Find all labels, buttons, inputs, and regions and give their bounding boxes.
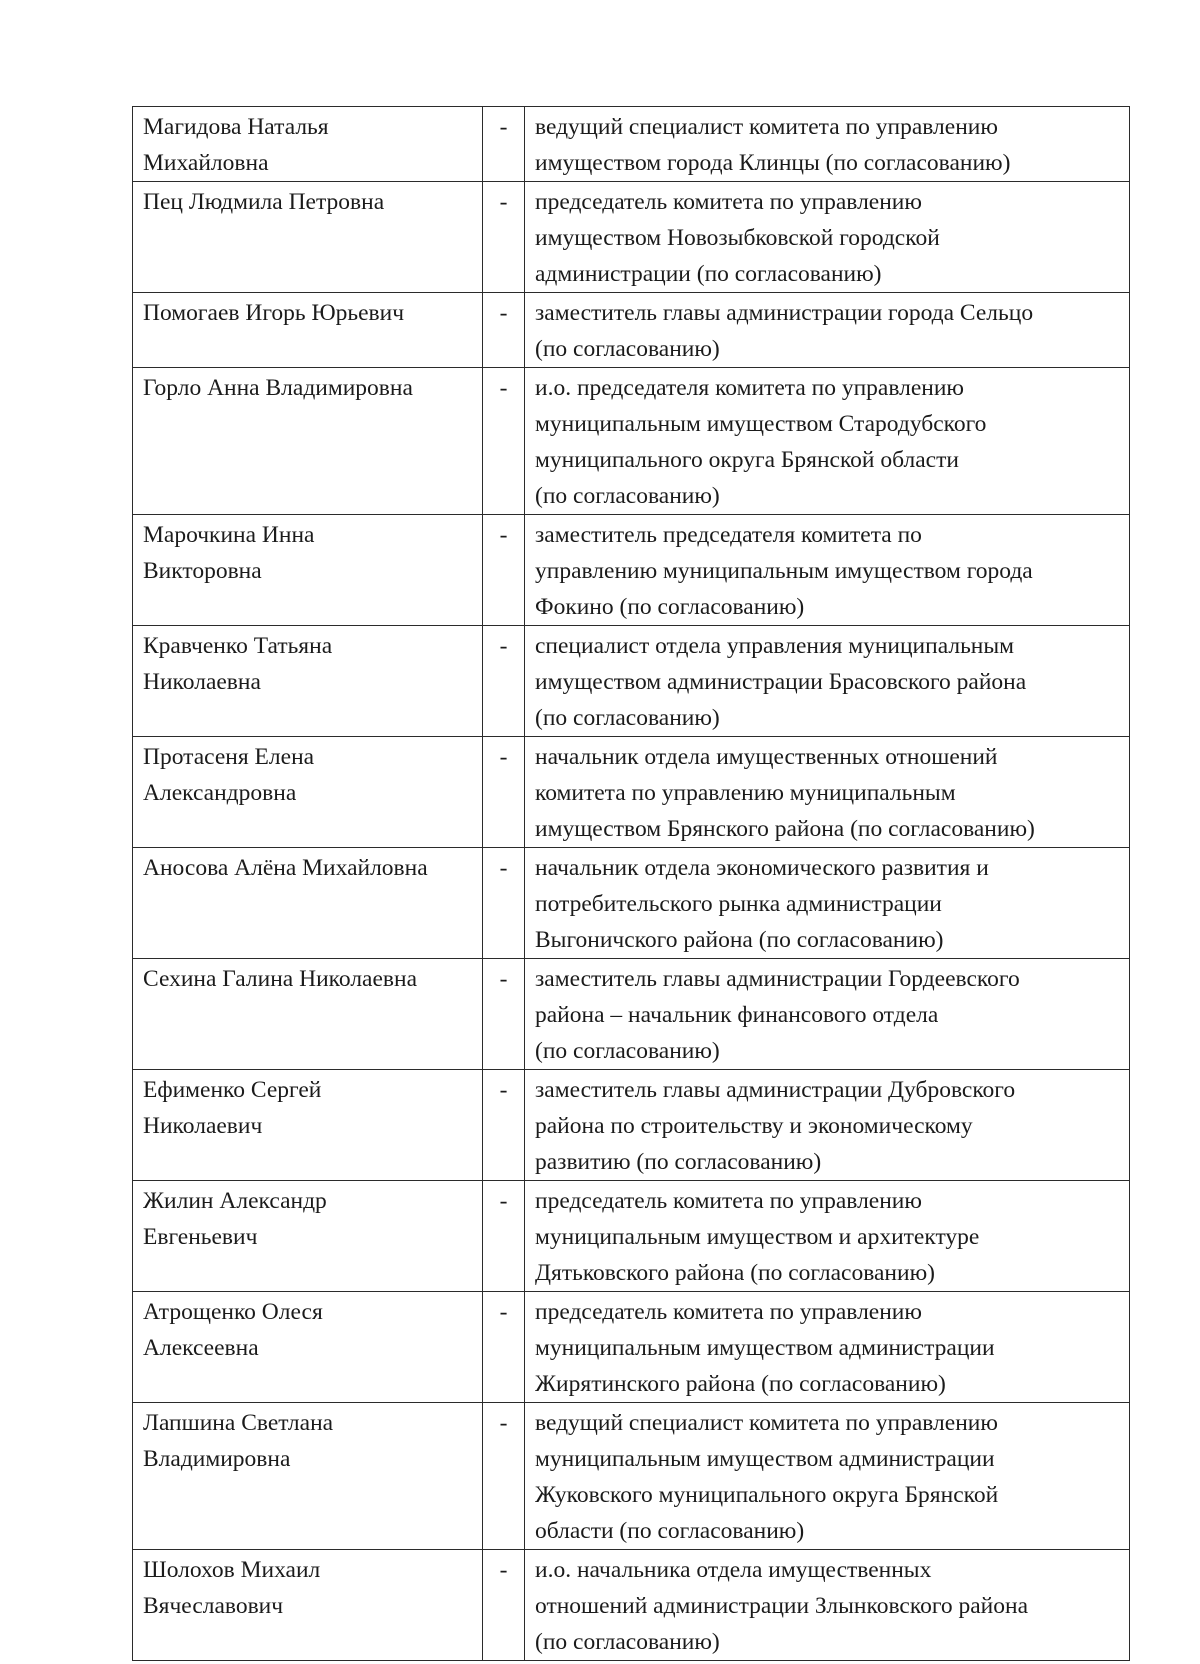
dash-separator-cell <box>483 515 525 626</box>
member-name-cell <box>133 107 483 182</box>
dash-separator-cell <box>483 737 525 848</box>
table-row <box>133 959 1130 1070</box>
member-position-line: (по согласованию) <box>535 705 720 731</box>
member-name-line: Михайловна <box>143 150 269 176</box>
member-position-line: района по строительству и экономическому <box>535 1113 973 1139</box>
member-name-line: Николаевна <box>143 669 261 695</box>
member-position-line: Дятьковского района (по согласованию) <box>535 1260 935 1286</box>
member-position-cell <box>525 959 1130 1070</box>
dash-separator-cell <box>483 182 525 293</box>
roster-table <box>132 106 1130 1661</box>
member-name-line: Лапшина Светлана <box>143 1410 334 1436</box>
member-position-cell <box>525 1292 1130 1403</box>
member-name-line: Викторовна <box>143 558 262 584</box>
member-name-cell <box>133 737 483 848</box>
member-position-line: председатель комитета по управлению <box>535 1188 922 1214</box>
member-name-cell <box>133 848 483 959</box>
member-name-line: Атрощенко Олеся <box>143 1299 323 1325</box>
table-row <box>133 848 1130 959</box>
member-name-line: Аносова Алёна Михайловна <box>143 855 428 881</box>
member-name-cell <box>133 182 483 293</box>
member-name-line: Кравченко Татьяна <box>143 633 333 659</box>
member-position-cell <box>525 1550 1130 1661</box>
member-position-line: администрации (по согласованию) <box>535 261 882 287</box>
member-position-line: председатель комитета по управлению <box>535 189 922 215</box>
dash-separator-cell <box>483 293 525 368</box>
member-position-line: Жуковского муниципального округа Брянской <box>535 1482 999 1508</box>
table-row <box>133 1181 1130 1292</box>
member-name-line: Вячеславович <box>143 1593 284 1619</box>
member-position-line: заместитель главы администрации Гордеевского <box>535 966 1020 992</box>
member-position-line: (по согласованию) <box>535 1038 720 1064</box>
member-name-line: Пец Людмила Петровна <box>143 189 385 215</box>
dash-separator-cell <box>483 368 525 515</box>
member-name-line: Алексеевна <box>143 1335 259 1361</box>
member-name-cell <box>133 1070 483 1181</box>
dash-separator: - <box>499 744 508 770</box>
member-name-line: Протасеня Елена <box>143 744 315 770</box>
member-name-line: Шолохов Михаил <box>143 1557 321 1583</box>
member-name-line: Николаевич <box>143 1113 263 1139</box>
table-row <box>133 737 1130 848</box>
table-row <box>133 1292 1130 1403</box>
member-name-cell <box>133 1403 483 1550</box>
member-position-cell <box>525 107 1130 182</box>
dash-separator: - <box>499 966 508 992</box>
member-name-cell <box>133 626 483 737</box>
member-position-line: начальник отдела имущественных отношений <box>535 744 998 770</box>
table-row <box>133 182 1130 293</box>
dash-separator: - <box>499 1410 508 1436</box>
dash-separator: - <box>499 189 508 215</box>
member-position-cell <box>525 1070 1130 1181</box>
table-row <box>133 368 1130 515</box>
member-position-line: муниципальным имуществом администрации <box>535 1335 995 1361</box>
member-name-line: Сехина Галина Николаевна <box>143 966 418 992</box>
member-position-line: председатель комитета по управлению <box>535 1299 922 1325</box>
member-position-line: района – начальник финансового отдела <box>535 1002 939 1028</box>
table-row <box>133 626 1130 737</box>
member-position-line: начальник отдела экономического развития и <box>535 855 989 881</box>
member-position-line: развитию (по согласованию) <box>535 1149 822 1175</box>
table-row <box>133 1403 1130 1550</box>
member-position-line: ведущий специалист комитета по управлению <box>535 1410 998 1436</box>
dash-separator-cell <box>483 1403 525 1550</box>
dash-separator: - <box>499 855 508 881</box>
member-position-cell <box>525 293 1130 368</box>
member-position-line: и.о. председателя комитета по управлению <box>535 375 964 401</box>
dash-separator-cell <box>483 959 525 1070</box>
dash-separator: - <box>499 1299 508 1325</box>
member-position-line: имуществом Новозыбковской городской <box>535 225 940 251</box>
dash-separator-cell <box>483 848 525 959</box>
member-position-line: специалист отдела управления муниципальным <box>535 633 1015 659</box>
member-name-line: Евгеньевич <box>143 1224 258 1250</box>
member-position-line: муниципальным имуществом Стародубского <box>535 411 987 437</box>
table-row <box>133 1070 1130 1181</box>
member-position-line: имуществом города Клинцы (по согласованию) <box>535 150 1011 176</box>
dash-separator: - <box>499 300 508 326</box>
dash-separator-cell <box>483 107 525 182</box>
member-position-line: заместитель главы администрации города Сельцо <box>535 300 1034 326</box>
member-position-line: комитета по управлению муниципальным <box>535 780 956 806</box>
dash-separator-cell <box>483 1181 525 1292</box>
table-row <box>133 107 1130 182</box>
member-position-cell <box>525 1181 1130 1292</box>
member-position-line: ведущий специалист комитета по управлению <box>535 114 998 140</box>
member-position-cell <box>525 1403 1130 1550</box>
dash-separator-cell <box>483 1070 525 1181</box>
member-position-line: области (по согласованию) <box>535 1518 805 1544</box>
member-position-line: отношений администрации Злынковского района <box>535 1593 1029 1619</box>
member-position-cell <box>525 182 1130 293</box>
table-row <box>133 515 1130 626</box>
member-position-cell <box>525 848 1130 959</box>
member-name-cell <box>133 1181 483 1292</box>
member-name-cell <box>133 959 483 1070</box>
member-position-line: и.о. начальника отдела имущественных <box>535 1557 932 1583</box>
member-position-line: потребительского рынка администрации <box>535 891 942 917</box>
dash-separator: - <box>499 1557 508 1583</box>
member-position-cell <box>525 368 1130 515</box>
member-name-line: Магидова Наталья <box>143 114 329 140</box>
member-name-line: Владимировна <box>143 1446 291 1472</box>
dash-separator: - <box>499 1077 508 1103</box>
member-position-line: Выгоничского района (по согласованию) <box>535 927 944 953</box>
roster-table-body <box>133 107 1130 1661</box>
member-position-line: Фокино (по согласованию) <box>535 594 805 620</box>
member-position-cell <box>525 515 1130 626</box>
member-name-cell <box>133 515 483 626</box>
member-position-line: (по согласованию) <box>535 1629 720 1655</box>
member-name-cell <box>133 293 483 368</box>
member-position-line: (по согласованию) <box>535 336 720 362</box>
dash-separator: - <box>499 1188 508 1214</box>
member-name-line: Горло Анна Владимировна <box>143 375 413 401</box>
dash-separator-cell <box>483 1550 525 1661</box>
member-position-line: (по согласованию) <box>535 483 720 509</box>
member-position-line: имуществом Брянского района (по согласованию) <box>535 816 1035 842</box>
table-row <box>133 293 1130 368</box>
member-position-line: муниципальным имуществом администрации <box>535 1446 995 1472</box>
dash-separator: - <box>499 375 508 401</box>
member-position-line: Жирятинского района (по согласованию) <box>535 1371 946 1397</box>
dash-separator: - <box>499 633 508 659</box>
member-position-line: муниципальным имуществом и архитектуре <box>535 1224 980 1250</box>
member-name-line: Марочкина Инна <box>143 522 315 548</box>
member-name-cell <box>133 368 483 515</box>
dash-separator: - <box>499 522 508 548</box>
member-position-line: имуществом администрации Брасовского района <box>535 669 1027 695</box>
member-position-line: заместитель председателя комитета по <box>535 522 922 548</box>
member-name-line: Жилин Александр <box>143 1188 327 1214</box>
dash-separator-cell <box>483 626 525 737</box>
member-name-line: Помогаев Игорь Юрьевич <box>143 300 405 326</box>
member-name-cell <box>133 1550 483 1661</box>
member-name-cell <box>133 1292 483 1403</box>
member-name-line: Александровна <box>143 780 297 806</box>
table-row <box>133 1550 1130 1661</box>
member-position-cell <box>525 626 1130 737</box>
member-position-line: управлению муниципальным имуществом города <box>535 558 1033 584</box>
member-position-line: муниципального округа Брянской области <box>535 447 959 473</box>
dash-separator-cell <box>483 1292 525 1403</box>
member-name-line: Ефименко Сергей <box>143 1077 322 1103</box>
dash-separator: - <box>499 114 508 140</box>
member-position-line: заместитель главы администрации Дубровского <box>535 1077 1016 1103</box>
member-position-cell <box>525 737 1130 848</box>
